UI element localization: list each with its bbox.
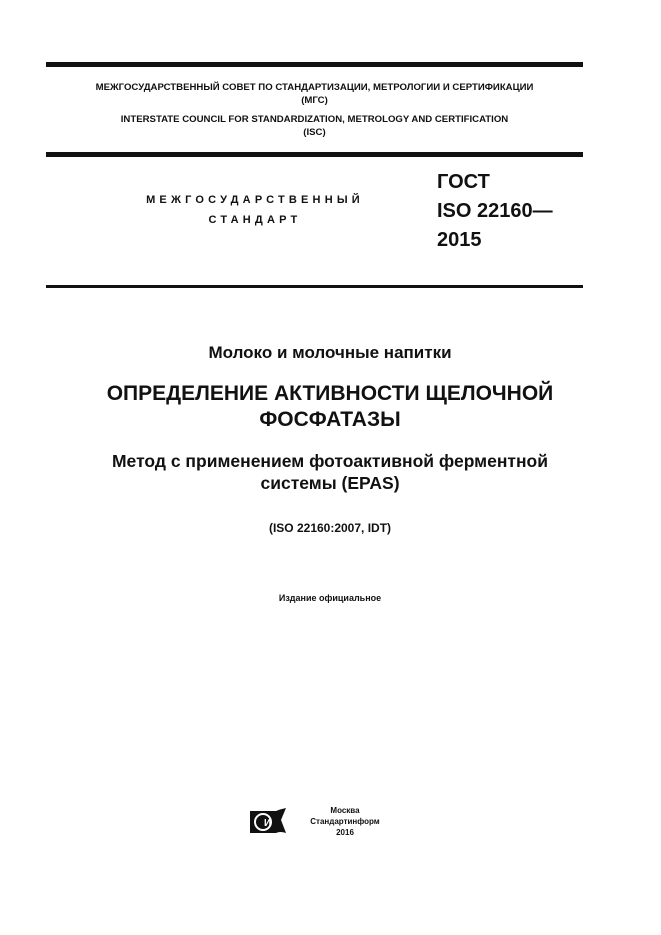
standartinform-logo [248,807,288,835]
council-en: INTERSTATE COUNCIL FOR STANDARDIZATION, METROLOGY AND CERTIFICATION [120,114,509,125]
title-main-line1: ОПРЕДЕЛЕНИЕ АКТИВНОСТИ ЩЕЛОЧНОЙ [106,382,554,405]
standard-type-line1: МЕЖГОСУДАРСТВЕННЫЙ [146,194,364,206]
publisher-name: Стандартинформ [310,817,380,826]
gost-label: ГОСТ [437,171,490,193]
svg-text:И: И [264,818,272,829]
edition: Издание официальное [278,593,382,603]
equivalence: (ISO 22160:2007, IDT) [268,521,392,535]
top-rule [46,62,583,67]
bottom-rule [46,285,583,288]
publisher-year: 2016 [336,828,354,837]
council-en-abbr: (ISC) [303,127,326,138]
subtitle-line1: Метод с применением фотоактивной ферментной [111,451,548,471]
title-group: Молоко и молочные напитки [208,343,452,362]
standard-number: ISO 22160— [437,200,553,222]
subtitle-line2: системы (EPAS) [260,473,400,493]
council-ru-abbr: (МГС) [301,95,328,106]
standard-type-line2: СТАНДАРТ [208,214,302,226]
middle-rule [46,152,583,157]
standard-year: 2015 [437,229,482,251]
council-ru: МЕЖГОСУДАРСТВЕННЫЙ СОВЕТ ПО СТАНДАРТИЗАЦИИ, МЕТРОЛОГИИ И СЕРТИФИКАЦИИ [95,82,534,93]
publisher-city: Москва [330,806,360,815]
title-main-line2: ФОСФАТАЗЫ [259,408,401,431]
